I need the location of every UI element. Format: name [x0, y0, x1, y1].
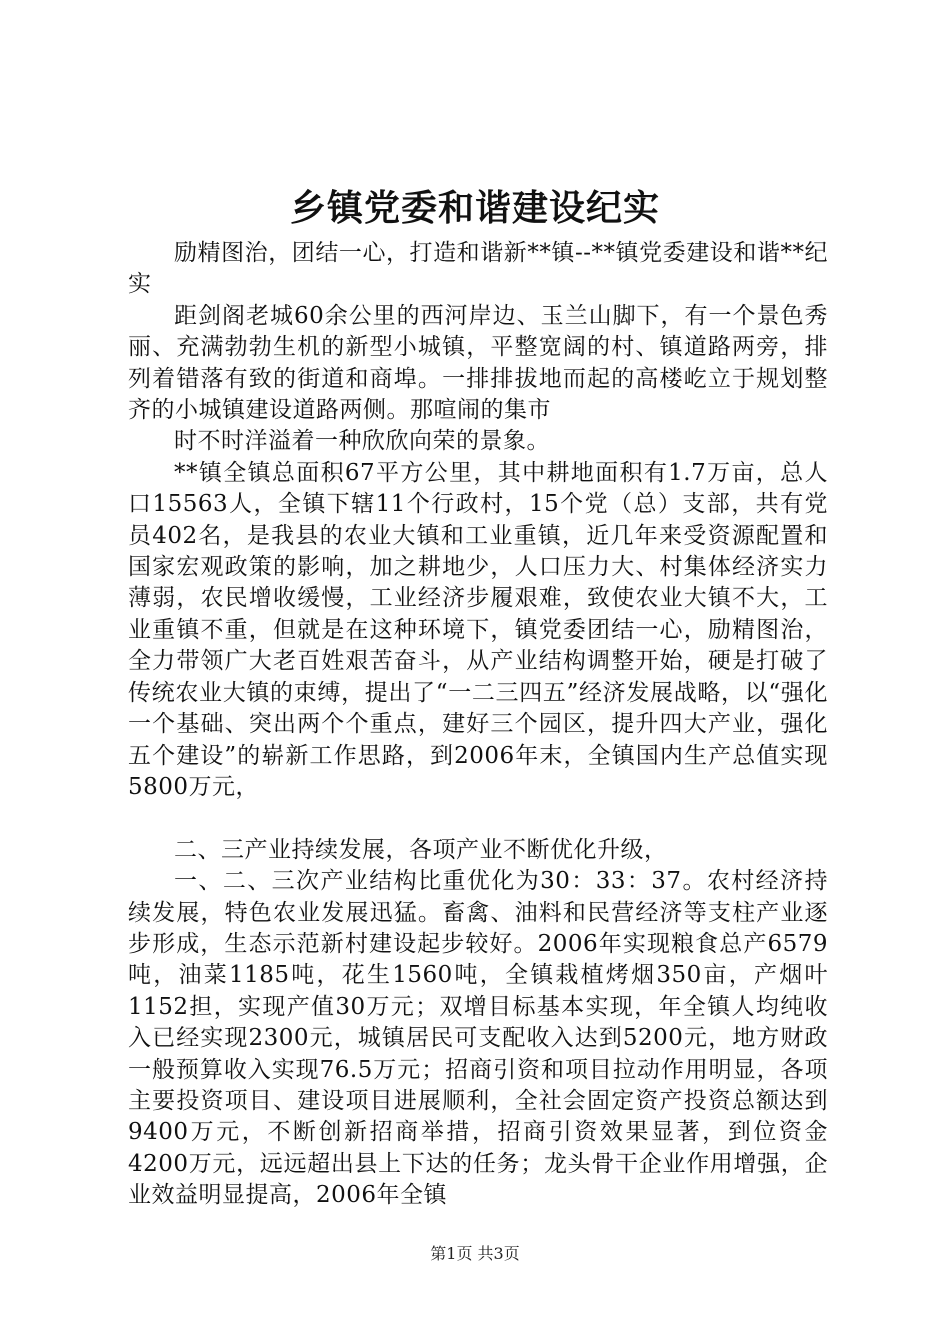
- document-title: 乡镇党委和谐建设纪实: [289, 187, 660, 229]
- paragraph-town-intro: 距剑阁老城60余公里的西河岸边、玉兰山脚下，有一个景色秀丽、充满勃勃生机的新型小城镇，平整宽阔的村、镇道路两旁，排列着错落有致的街道和商埠。一排排拔地而起的高楼屹立于规划整齐的小城镇建设道路两侧。那喧闹的集市: [128, 302, 828, 424]
- paragraph-economy-details: 一、二、三次产业结构比重优化为30：33：37。农村经济持续发展，特色农业发展迅猛。畜禽、油料和民营经济等支柱产业逐步形成，生态示范新村建设起步较好。2006年实现粮食总产6579吨，油菜1185吨，花生1560吨，全镇栽植烤烟350亩，产烟叶1152担，实现产值30万元；双增目标基本实现，年全镇人均纯收入已经实现2300元，城镇居民可支配收入达到5200元，地方财政一般预算收入实现76.5万元；招商引资和项目拉动作用明显，各项主要投资项目、建设项目进展顺利，全社会固定资产投资总额达到9400万元，不断创新招商举措，招商引资效果显著，到位资金4200万元，远远超出县上下达的任务；龙头骨干企业作用增强，企业效益明显提高，2006年全镇: [128, 868, 828, 1209]
- page-footer: 第1页 共3页: [430, 1244, 520, 1263]
- paragraph-town-overview: **镇全镇总面积67平方公里，其中耕地面积有1.7万亩，总人口15563人，全镇下辖11个行政村，15个党（总）支部，共有党员402名，是我县的农业大镇和工业重镇，近几年来受资源配置和国家宏观政策的影响，加之耕地少，人口压力大、村集体经济实力薄弱，农民增收缓慢，工业经济步履艰难，致使农业大镇不大，工业重镇不重，但就是在这种环境下，镇党委团结一心，励精图治，全力带领广大老百姓艰苦奋斗，从产业结构调整开始，硬是打破了传统农业大镇的束缚，提出了“一二三四五”经济发展战略，以“强化一个基础、突出两个个重点，建好三个园区，提升四大产业，强化五个建设”的崭新工作思路，到2006年末，全镇国内生产总值实现5800万元，: [128, 459, 828, 800]
- paragraph-market-scene: 时不时洋溢着一种欣欣向荣的景象。: [174, 428, 550, 455]
- paragraph-spacer: [128, 803, 828, 834]
- document-body: [128, 238, 828, 1212]
- paragraph-industry-heading: 二、三产业持续发展，各项产业不断优化升级，: [174, 836, 668, 863]
- paragraph-subtitle: 励精图治，团结一心，打造和谐新**镇--**镇党委建设和谐**纪实: [128, 240, 828, 298]
